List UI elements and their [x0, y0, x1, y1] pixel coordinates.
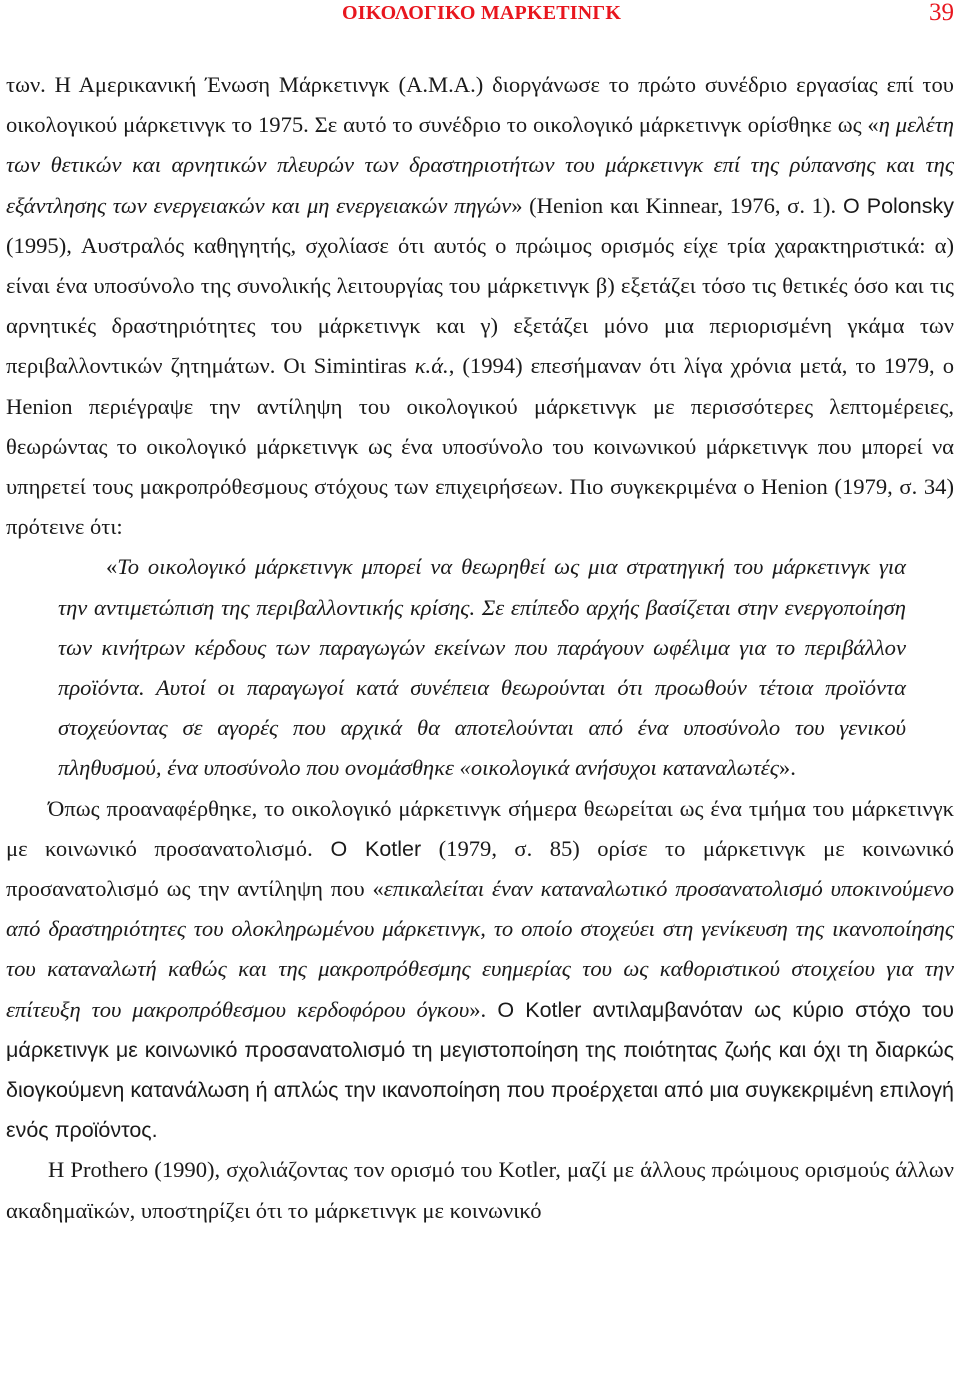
italic-abbrev: κ.ά. [414, 353, 449, 379]
page-header [0, 2, 960, 32]
text-run: , (1994) επεσήμαναν ότι λίγα χρόνια μετά, το 1979, ο Henion περιέγραψε την αντίληψη του οικολογικού μάρκετινγκ με περισσότερες λεπτομέρειες, θεωρώντας το οικολογικό μάρκετινγκ ως ένα υποσύνολο του κοινωνικού μάρκετινγκ που μπορεί να υπηρετεί τους μακροπρόθεσμους στόχους των επιχειρήσεων. Πιο συγκεκριμένα ο Henion (1979, σ. 34) πρότεινε ότι: [6, 353, 954, 540]
text-run: Η Prothero (1990), σχολιάζοντας τον ορισμό του Kotler, μαζί με άλλους πρώιμους ορισμούς άλλων ακαδημαϊκών, υποστηρίζει ότι το μάρκετινγκ με κοινωνικό [6, 1157, 954, 1223]
citation: » (Henion και Kinnear, 1976, σ. 1). [511, 192, 837, 218]
italic-definition: η μελέτη των θετικών και αρνητικών πλευρών των δραστηριοτήτων του μάρκετινγκ επί της ρύπανσης και της εξάντλησης των ενεργειακών και μη ενεργειακών πηγών [6, 112, 954, 218]
text-run: ». [469, 996, 487, 1022]
block-quote [58, 547, 906, 788]
text-run: Όπως προαναφέρθηκε, το οικολογικό μάρκετινγκ σήμερα θεωρείται ως ένα τμήμα του μάρκετινγκ με κοινωνικό προσανατολισμό. [6, 795, 954, 861]
running-title: ΟΙΚΟΛΟΓΙΚΟ ΜΑΡΚΕΤΙΝΓΚ [342, 2, 622, 24]
page-number: 39 [929, 0, 954, 26]
text-run: (1979, σ. 85) ορίσε το μάρκετινγκ με κοινωνικό προσανατολισμό ως την αντίληψη που « [6, 835, 955, 902]
paragraph-2 [6, 789, 954, 1151]
text-run: Ο Kotler αντιλαμβανόταν ως κύριο στόχο του μάρκετινγκ με κοινωνικό προσανατολισμό τη μεγιστοποίηση της ποιότητας ζωής και όχι τη διαρκώς διογκούμενη κατανάλωση ή απλώς την ικανοποίηση που προέρχεται από μια συγκεκριμένη επιλογή ενός προϊόντος. [6, 997, 954, 1143]
quote-open: « [106, 554, 118, 580]
quote-text: Το οικολογικό μάρκετινγκ μπορεί να θεωρηθεί ως μια στρατηγική του μάρκετινγκ για την αντιμετώπιση της περιβαλλοντικής κρίσης. Σε επίπεδο αρχής βασίζεται στην ενεργοποίηση των κινήτρων κέρδους των παραγωγών εκείνων που παράγουν ωφέλιμα για το περιβάλλον προϊόντα. Αυτοί οι παραγωγοί κατά συνέπεια θεωρούνται ότι προωθούν τέτοια προϊόντα στοχεύοντας σε αγορές που αρχικά θα αποτελούνται από ένα υποσύνολο του γενικού πληθυσμού, ένα υποσύνολο που ονομάσθηκε «οικολογικά ανήσυχοι καταναλωτές [58, 554, 906, 781]
quote-close: ». [778, 755, 796, 781]
text-run: Ο Kotler [312, 836, 422, 861]
text-run: των. Η Αμερικανική Ένωση Μάρκετινγκ (Α.Μ.Α.) διοργάνωσε το πρώτο συνέδριο εργασίας επί του οικολογικού μάρκετινγκ το 1975. Σε αυτό το συνέδριο το οικολογικό μάρκετινγκ ορίσθηκε ως « [6, 72, 954, 138]
paragraph-1 [6, 65, 954, 547]
body-text [6, 65, 954, 1231]
text-run: (1995), Αυστραλός καθηγητής, σχολίασε ότι αυτός ο πρώιμος ορισμός είχε τρία χαρακτηριστικά: α) είναι ένα υποσύνολο της συνολικής λειτουργίας του μάρκετινγκ β) εξετάζει τόσο τις θετικές όσο και τις αρνητικές δραστηριότητες του μάρκετινγκ και γ) εξετάζει μόνο μια περιορισμένη γκάμα των περιβαλλοντικών ζητημάτων. Οι Simintiras [6, 232, 954, 379]
text-run: Ο Polonsky [836, 193, 954, 218]
paragraph-3 [6, 1150, 954, 1230]
italic-definition: επικαλείται έναν καταναλωτικό προσανατολισμό υποκινούμενο από δραστηριότητες του ολοκληρωμένου μάρκετινγκ, το οποίο στοχεύει στη γενίκευση της ικανοποίησης του καταναλωτή καθώς και της μακροπρόθεσμης ευημερίας του ως καθοριστικού στοιχείου για την επίτευξη του μακροπρόθεσμου κερδοφόρου όγκου [6, 876, 954, 1022]
